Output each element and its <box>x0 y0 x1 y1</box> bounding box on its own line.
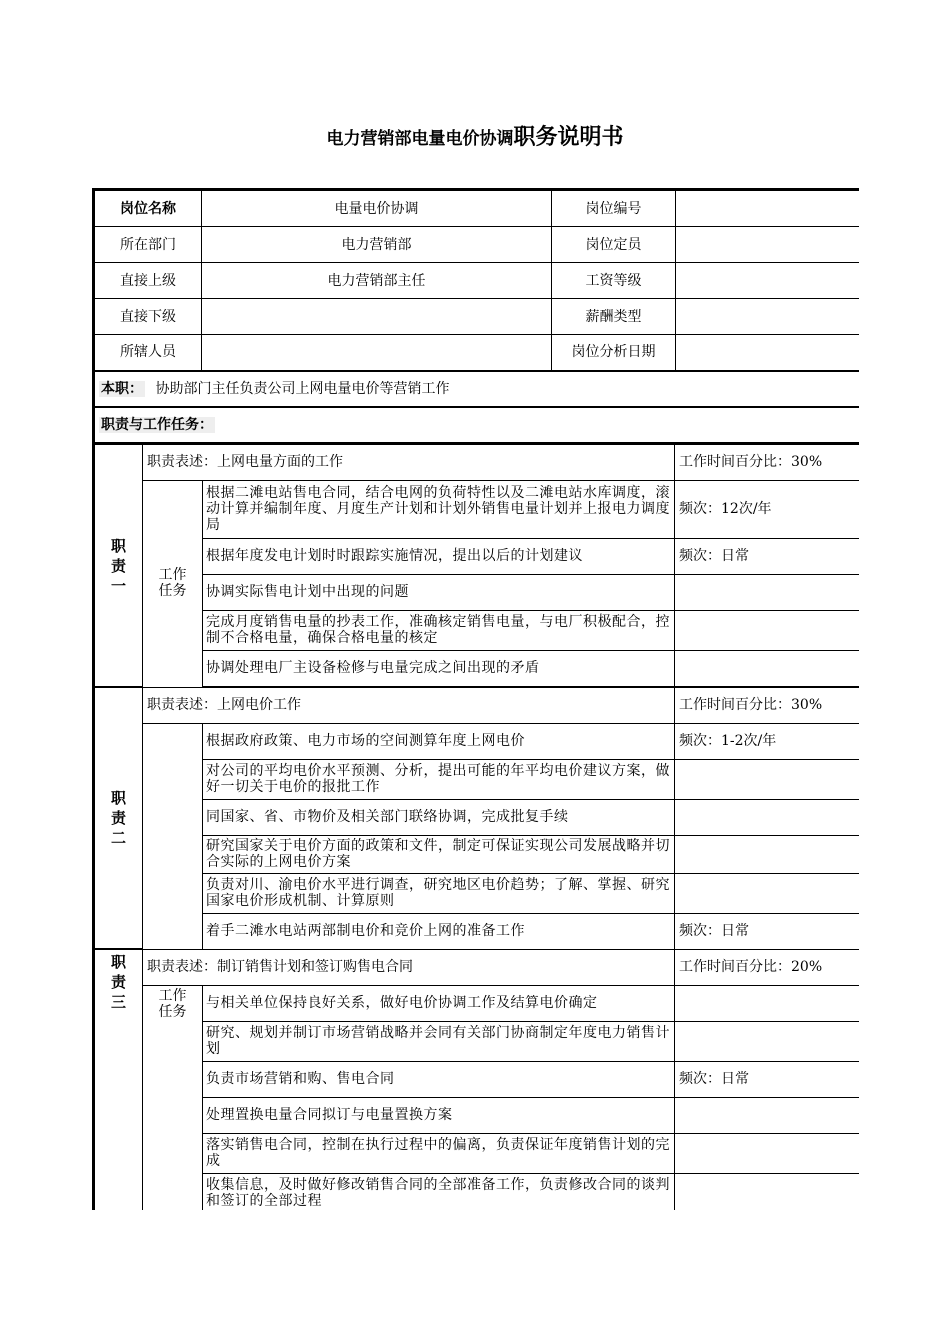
task-text: 研究国家关于电价方面的政策和文件，制定可保证实现公司发展战略并切合实际的上网电价方案 <box>203 835 675 873</box>
task-row <box>95 1061 860 1097</box>
work-task-label-cell <box>143 985 203 1210</box>
task-row <box>95 759 860 799</box>
info-row <box>95 263 860 299</box>
info-value <box>676 299 860 335</box>
info-value: 电力营销部 <box>202 227 552 263</box>
duty-description-row <box>95 687 860 723</box>
task-text: 研究、规划并制订市场营销战略并会同有关部门协商制定年度电力销售计划 <box>203 1021 675 1061</box>
info-row <box>95 227 860 263</box>
task-row <box>95 574 860 610</box>
info-value <box>676 263 860 299</box>
task-row <box>95 985 860 1021</box>
title-prefix: 电力营销部电量电价协调 <box>326 129 514 149</box>
info-row <box>95 299 860 335</box>
task-text: 对公司的平均电价水平预测、分析，提出可能的年平均电价建议方案，做好一切关于电价的报批工作 <box>203 759 675 799</box>
duties-header-row <box>95 407 860 443</box>
info-label: 岗位编号 <box>552 191 676 227</box>
task-row <box>95 799 860 835</box>
task-text: 完成月度销售电量的抄表工作，准确核定销售电量，与电厂积极配合，控制不合格电量，确保合格电量的核定 <box>203 610 675 650</box>
job-description-table <box>92 188 859 1210</box>
work-task-label: 工作任务 <box>158 987 187 1020</box>
info-value <box>676 227 860 263</box>
task-frequency <box>675 650 860 686</box>
task-frequency: 频次：1-2次/年 <box>675 723 860 759</box>
task-row <box>95 723 860 759</box>
duty-description: 职责表述：制订销售计划和签订购售电合同 <box>143 949 675 985</box>
task-row <box>95 610 860 650</box>
duty-label-cell <box>95 687 143 949</box>
duties-table <box>94 443 859 1210</box>
task-row <box>95 835 860 873</box>
info-value <box>676 191 860 227</box>
info-label: 直接下级 <box>95 299 202 335</box>
task-text: 收集信息，及时做好修改销售合同的全部准备工作，负责修改合同的谈判和签订的全部过程 <box>203 1173 675 1210</box>
task-row <box>95 538 860 574</box>
task-text: 负责对川、渝电价水平进行调查，研究地区电价趋势；了解、掌握、研究国家电价形成机制、计算原则 <box>203 873 675 913</box>
task-frequency <box>675 835 860 873</box>
info-label: 岗位分析日期 <box>552 335 676 371</box>
benzhi-label: 本职： <box>101 380 143 397</box>
info-value: 电量电价协调 <box>202 191 552 227</box>
task-text: 着手二滩水电站两部制电价和竞价上网的准备工作 <box>203 913 675 949</box>
task-frequency <box>675 799 860 835</box>
task-frequency <box>675 1173 860 1210</box>
task-frequency <box>675 873 860 913</box>
info-label: 所辖人员 <box>95 335 202 371</box>
info-label: 工资等级 <box>552 263 676 299</box>
task-frequency <box>675 1097 860 1133</box>
info-row <box>95 335 860 371</box>
task-text: 根据年度发电计划时时跟踪实施情况，提出以后的计划建议 <box>203 538 675 574</box>
info-label: 直接上级 <box>95 263 202 299</box>
duty-description-row <box>95 949 860 985</box>
info-row <box>95 191 860 227</box>
task-row <box>95 650 860 686</box>
duty-label-cell <box>95 444 143 687</box>
task-frequency <box>675 1133 860 1173</box>
task-text: 处理置换电量合同拟订与电量置换方案 <box>203 1097 675 1133</box>
duty-label-cell <box>95 949 143 1210</box>
duty-description-row <box>95 444 860 480</box>
task-text: 与相关单位保持良好关系，做好电价协调工作及结算电价确定 <box>203 985 675 1021</box>
task-text: 负责市场营销和购、售电合同 <box>203 1061 675 1097</box>
task-text: 根据二滩电站售电合同，结合电网的负荷特性以及二滩电站水库调度，滚动计算并编制年度、月度生产计划和计划外销售电量计划并上报电力调度局 <box>203 480 675 538</box>
task-frequency <box>675 985 860 1021</box>
task-row <box>95 913 860 949</box>
work-task-blank-cell <box>143 723 203 949</box>
task-text: 根据政府政策、电力市场的空间测算年度上网电价 <box>203 723 675 759</box>
info-label: 薪酬类型 <box>552 299 676 335</box>
task-row <box>95 1173 860 1210</box>
task-row <box>95 1097 860 1133</box>
task-frequency <box>675 574 860 610</box>
task-text: 协调处理电厂主设备检修与电量完成之间出现的矛盾 <box>203 650 675 686</box>
duty-label: 职责一 <box>110 536 126 595</box>
task-frequency: 频次：12次/年 <box>675 480 860 538</box>
task-text: 同国家、省、市物价及相关部门联络协调，完成批复手续 <box>203 799 675 835</box>
task-frequency: 频次：日常 <box>675 913 860 949</box>
task-row <box>95 1133 860 1173</box>
info-label: 所在部门 <box>95 227 202 263</box>
page-title <box>0 120 950 151</box>
task-frequency <box>675 1021 860 1061</box>
duty-description: 职责表述：上网电量方面的工作 <box>143 444 675 480</box>
task-frequency: 频次：日常 <box>675 1061 860 1097</box>
duty-time-percent: 工作时间百分比：30% <box>675 444 860 480</box>
duties-header: 职责与工作任务： <box>101 416 213 433</box>
duty-label: 职责二 <box>110 789 126 847</box>
task-row <box>95 873 860 913</box>
info-label: 岗位定员 <box>552 227 676 263</box>
task-row <box>95 480 860 538</box>
info-value <box>202 335 552 371</box>
work-task-label-cell <box>143 480 203 687</box>
benzhi-row <box>95 371 860 407</box>
task-frequency <box>675 610 860 650</box>
duty-time-percent: 工作时间百分比：30% <box>675 687 860 723</box>
task-row <box>95 1021 860 1061</box>
benzhi-text: 协助部门主任负责公司上网电量电价等营销工作 <box>155 380 450 397</box>
title-suffix: 职务说明书 <box>513 125 624 150</box>
work-task-label: 工作任务 <box>158 566 187 599</box>
duty-description: 职责表述：上网电价工作 <box>143 687 675 723</box>
task-frequency <box>675 759 860 799</box>
task-frequency: 频次：日常 <box>675 538 860 574</box>
info-value <box>676 335 860 371</box>
task-text: 协调实际售电计划中出现的问题 <box>203 574 675 610</box>
info-label: 岗位名称 <box>95 191 202 227</box>
info-value <box>202 299 552 335</box>
task-text: 落实销售电合同，控制在执行过程中的偏离，负责保证年度销售计划的完成 <box>203 1133 675 1173</box>
info-value: 电力营销部主任 <box>202 263 552 299</box>
duty-label: 职责三 <box>110 953 126 1011</box>
duty-time-percent: 工作时间百分比：20% <box>675 949 860 985</box>
